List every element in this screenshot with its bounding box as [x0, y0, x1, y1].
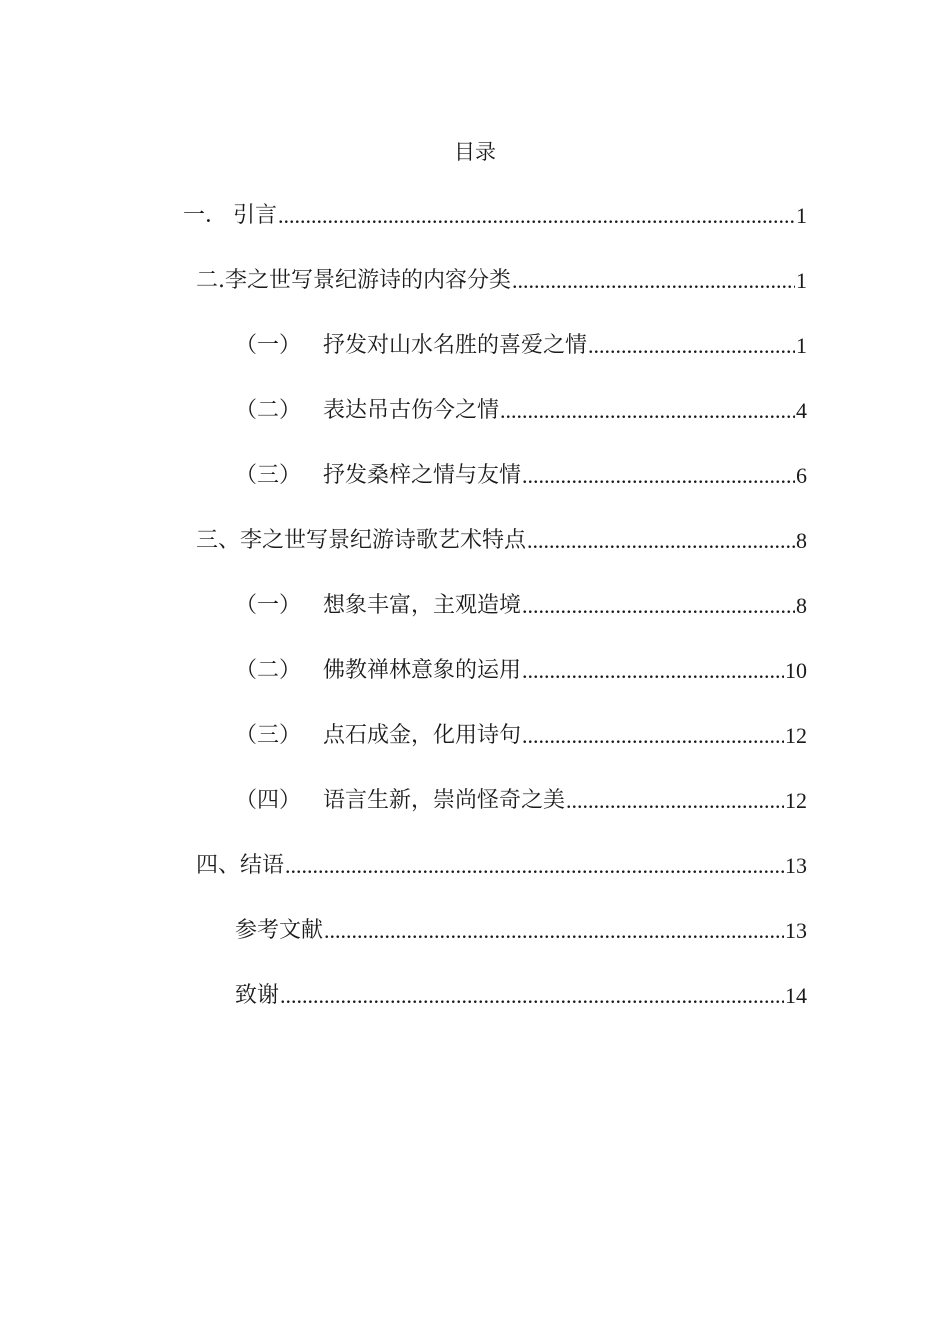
toc-entry-label: 点石成金，化用诗句: [323, 723, 522, 748]
toc-entry-label: 抒发对山水名胜的喜爱之情: [323, 333, 588, 358]
toc-entry-prefix: 一．: [183, 203, 228, 228]
toc-dot-leader: [527, 525, 795, 557]
toc-entry-label: 三、李之世写景纪游诗歌艺术特点: [196, 528, 527, 553]
toc-entry-label: 佛教禅林意象的运用: [323, 658, 522, 683]
toc-entry-prefix: （三）: [235, 463, 302, 488]
toc-entry-page: 4: [796, 398, 807, 423]
toc-entry-page: 1: [796, 333, 807, 358]
toc-entry-page: 13: [785, 853, 807, 878]
toc-dot-leader: [285, 850, 784, 882]
toc-entry-page: 13: [785, 918, 807, 943]
toc-entry-prefix: （三）: [235, 723, 302, 748]
toc-entry-label: 参考文献: [235, 918, 324, 943]
toc-entry-prefix: （四）: [235, 788, 302, 813]
toc-entry-content-classification[interactable]: [196, 263, 807, 297]
toc-entry-references[interactable]: [235, 913, 807, 947]
toc-entry-label: 抒发桑梓之情与友情: [323, 463, 522, 488]
toc-entry-page: 8: [796, 528, 807, 553]
toc-entry-conclusion[interactable]: [196, 848, 807, 882]
toc-entry-page: 12: [785, 788, 807, 813]
toc-entry-prefix: （二）: [235, 658, 302, 683]
toc-dot-leader: [522, 590, 795, 622]
toc-entry-label: 四、结语: [196, 853, 285, 878]
toc-entry-3-1[interactable]: [235, 588, 807, 622]
toc-dot-leader: [280, 980, 784, 1012]
toc-dot-leader: [324, 915, 784, 947]
toc-entry-label: 语言生新，崇尚怪奇之美: [323, 788, 566, 813]
toc-entry-page: 6: [796, 463, 807, 488]
toc-entry-page: 1: [796, 203, 807, 228]
toc-entry-page: 14: [785, 983, 807, 1008]
toc-entry-label: 二.李之世写景纪游诗的内容分类: [196, 268, 511, 293]
toc-entry-page: 1: [796, 268, 807, 293]
toc-title: 目录: [454, 140, 496, 164]
toc-entry-artistic-features[interactable]: [196, 523, 807, 557]
toc-dot-leader: [278, 200, 795, 232]
toc-entry-prefix: （一）: [235, 333, 302, 358]
toc-entry-3-3[interactable]: [235, 718, 807, 752]
toc-entry-page: 12: [785, 723, 807, 748]
toc-entry-3-2[interactable]: [235, 653, 807, 687]
toc-dot-leader: [522, 460, 795, 492]
toc-dot-leader: [588, 330, 795, 362]
toc-dot-leader: [566, 785, 784, 817]
toc-entry-page: 10: [785, 658, 807, 683]
toc-dot-leader: [522, 655, 784, 687]
toc-entry-prefix: （二）: [235, 398, 302, 423]
toc-dot-leader: [522, 720, 784, 752]
toc-entry-label: 表达吊古伤今之情: [323, 398, 500, 423]
toc-entry-label: 想象丰富，主观造境: [323, 593, 522, 618]
toc-entry-page: 8: [796, 593, 807, 618]
toc-entry-3-4[interactable]: [235, 783, 807, 817]
toc-entry-2-3[interactable]: [235, 458, 807, 492]
toc-entry-2-1[interactable]: [235, 328, 807, 362]
toc-entry-label: 引言: [233, 203, 278, 228]
toc-entry-intro[interactable]: [183, 198, 807, 232]
toc-dot-leader: [512, 265, 795, 297]
toc-entry-2-2[interactable]: [235, 393, 807, 427]
toc-entry-label: 致谢: [235, 983, 280, 1008]
toc-entry-acknowledgements[interactable]: [235, 978, 807, 1012]
toc-dot-leader: [500, 395, 795, 427]
toc-entry-prefix: （一）: [235, 593, 302, 618]
